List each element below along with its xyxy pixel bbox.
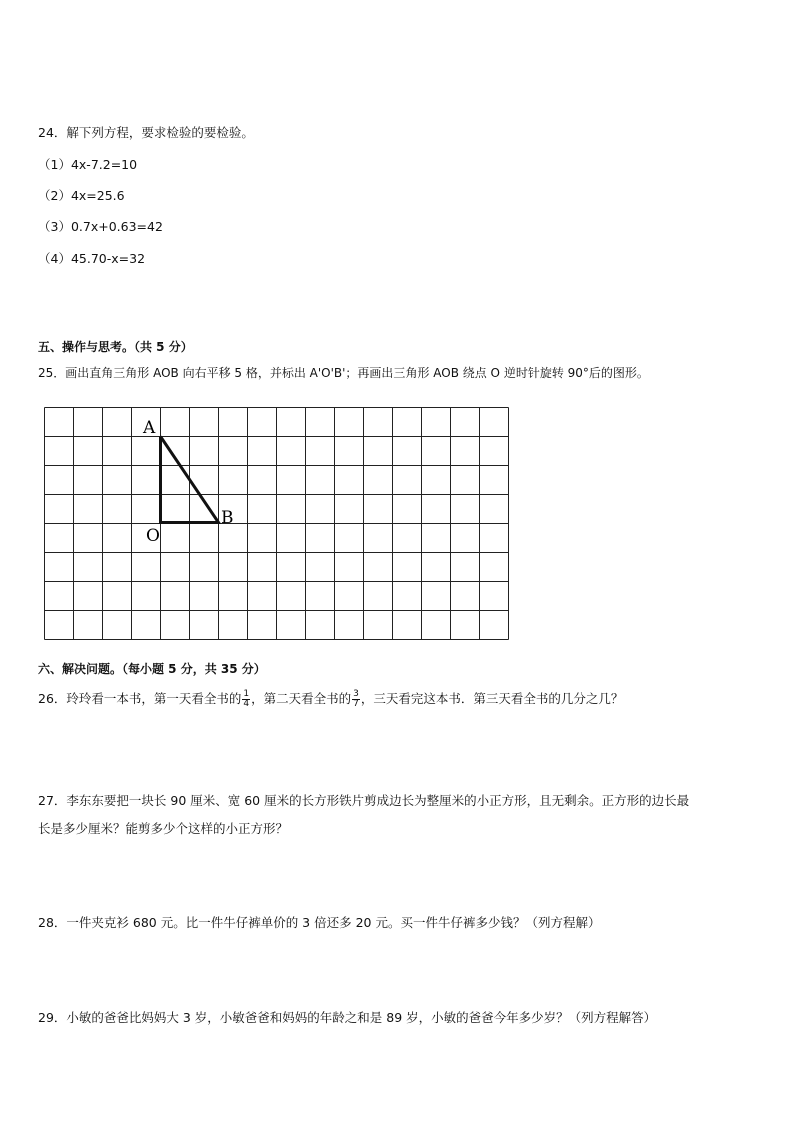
- q24-title: 24．解下列方程，要求检验的要检验。: [38, 125, 254, 140]
- q29-text: 29．小敏的爸爸比妈妈大 3 岁，小敏爸爸和妈妈的年龄之和是 89 岁，小敏的爸爸今年多少岁？（列方程解答）: [38, 1010, 657, 1025]
- q24-item-2: （2）4x=25.6: [38, 188, 125, 203]
- q24-item-3: （3）0.7x+0.63=42: [38, 219, 163, 234]
- label-b: B: [221, 508, 234, 528]
- q26-part1: 26．玲玲看一本书，第一天看全书的: [38, 691, 242, 706]
- fraction-three-sevenths: $\frac{3}{7}$: [353, 689, 359, 709]
- q28-text: 28．一件夹克衫 680 元。比一件牛仔裤单价的 3 倍还多 20 元。买一件牛仔裤多少钱？（列方程解）: [38, 915, 601, 930]
- label-o: O: [146, 526, 160, 546]
- grid-svg: [44, 406, 510, 640]
- q26-part2: ，第二天看全书的: [251, 691, 352, 706]
- q26-part3: ，三天看完这本书．第三天看全书的几分之几？: [360, 691, 624, 706]
- q25-text: 25．画出直角三角形 AOB 向右平移 5 格，并标出 A'O'B'；再画出三角形 AOB 绕点 O 逆时针旋转 90°后的图形。: [38, 366, 649, 380]
- fraction-one-quarter: $\frac{1}{4}$: [243, 689, 250, 709]
- section6-title: 六、解决问题。（每小题 5 分，共 35 分）: [38, 662, 266, 676]
- section5-title: 五、操作与思考。（共 5 分）: [38, 340, 193, 354]
- label-a: A: [143, 418, 156, 438]
- q24-item-4: （4）45.70-x=32: [38, 251, 146, 266]
- q27-line1: 27．李东东要把一块长 90 厘米、宽 60 厘米的长方形铁片剪成边长为整厘米的小正方形，且无剩余。正方形的边长最: [38, 793, 690, 808]
- q27-line2: 长是多少厘米？能剪多少个这样的小正方形？: [38, 821, 289, 836]
- grid-figure: [44, 406, 510, 644]
- q24-item-1: （1）4x-7.2=10: [38, 157, 138, 172]
- q26-text: [38, 690, 623, 709]
